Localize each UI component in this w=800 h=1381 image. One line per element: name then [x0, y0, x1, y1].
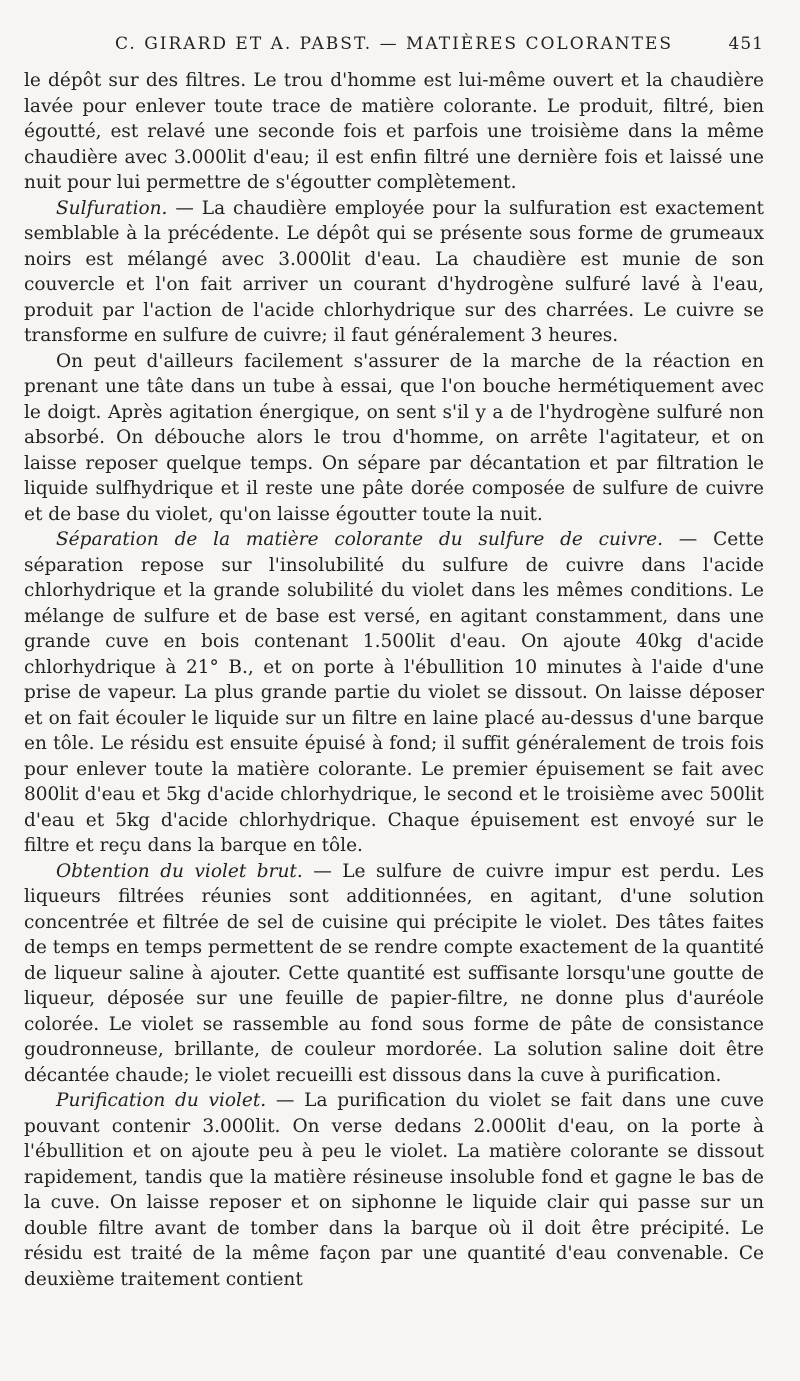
paragraph: [24, 196, 764, 349]
paragraph-text: — La purification du violet se fait dans une cuve pouvant contenir 3.000lit. On verse dedans 2.000lit d'eau, on la porte à l'ébullition et on ajoute peu à peu le violet. La matière colorante se dissout rapidement, tandis que la matière résineuse insoluble fond et gagne le bas de la cuve. On laisse reposer et on siphonne le liquide clair qui passe sur un double filtre avant de tomber dans la barque où il doit être précipité. Le résidu est traité de la même façon par une quantité d'eau convenable. Ce deuxième traitement contient: [24, 1090, 764, 1290]
body-text: [24, 68, 764, 1292]
page-number: 451: [728, 34, 764, 54]
section-heading: Sulfuration.: [56, 197, 168, 219]
section-heading: Obtention du violet brut.: [56, 860, 303, 882]
section-heading: Séparation de la matière colorante du sulfure de cuivre.: [56, 529, 663, 550]
paragraph: [24, 68, 764, 196]
paragraph-text: — Cette séparation repose sur l'insolubilité du sulfure de cuivre dans l'acide chlorhydrique et la grande solubilité du violet dans les mêmes conditions. Le mélange de sulfure et de base est versé, en agitant constamment, dans une grande cuve en bois contenant 1.500lit d'eau. On ajoute 40kg d'acide chlorhydrique à 21° B., et on porte à l'ébullition 10 minutes à l'aide d'une prise de vapeur. La plus grande partie du violet se dissout. On laisse déposer et on fait écouler le liquide sur un filtre en laine placé au-dessus d'une barque en tôle. Le résidu est ensuite épuisé à fond; il suffit généralement de trois fois pour enlever toute la matière colorante. Le premier épuisement se fait avec 800lit d'eau et 5kg d'acide chlorhydrique, le second et le troisième avec 500lit d'eau et 5kg d'acide chlorhydrique. Chaque épuisement est envoyé sur le filtre et reçu dans la barque en tôle.: [24, 529, 764, 856]
running-title: C. GIRARD ET A. PABST. — MATIÈRES COLORANTES: [115, 34, 673, 54]
paragraph-text: On peut d'ailleurs facilement s'assurer de la marche de la réaction en prenant une tâte dans un tube à essai, que l'on bouche hermétiquement avec le doigt. Après agitation énergique, on sent s'il y a de l'hydrogène sulfuré non absorbé. On débouche alors le trou d'homme, on arrête l'agitateur, et on laisse reposer quelque temps. On sépare par décantation et par filtration le liquide sulfhydrique et il reste une pâte dorée composée de sulfure de cuivre et de base du violet, qu'on laisse égoutter toute la nuit.: [24, 350, 764, 525]
paragraph: [24, 859, 764, 1089]
paragraph-text: le dépôt sur des filtres. Le trou d'homme est lui-même ouvert et la chaudière lavée pour enlever toute trace de matière colorante. Le produit, filtré, bien égoutté, est relavé une seconde fois et parfois une troisième dans la même chaudière avec 3.000lit d'eau; il est enfin filtré une dernière fois et laissé une nuit pour lui permettre de s'égoutter complètement.: [24, 70, 764, 193]
running-header: [24, 34, 764, 68]
paragraph: [24, 1088, 764, 1292]
paragraph-text: — La chaudière employée pour la sulfuration est exactement semblable à la précédente. Le dépôt qui se présente sous forme de grumeaux noirs est mélangé avec 3.000lit d'eau. La chaudière est munie de son couvercle et l'on fait arriver un courant d'hydrogène sulfuré lavé à l'eau, produit par l'action de l'acide chlorhydrique sur des charrées. Le cuivre se transforme en sulfure de cuivre; il faut généralement 3 heures.: [24, 197, 764, 346]
paragraph-text: — Le sulfure de cuivre impur est perdu. Les liqueurs filtrées réunies sont additionnées, en agitant, d'une solution concentrée et filtrée de sel de cuisine qui précipite le violet. Des tâtes faites de temps en temps permettent de se rendre compte exactement de la quantité de liqueur saline à ajouter. Cette quantité est suffisante lorsqu'une goutte de liqueur, déposée sur une feuille de papier-filtre, ne donne plus d'auréole colorée. Le violet se rassemble au fond sous forme de pâte de consistance goudronneuse, brillante, de couleur mordorée. La solution saline doit être décantée chaude; le violet recueilli est dissous dans la cuve à purification.: [24, 860, 764, 1086]
paragraph: [24, 527, 764, 859]
section-heading: Purification du violet.: [56, 1090, 267, 1111]
paragraph: [24, 349, 764, 528]
